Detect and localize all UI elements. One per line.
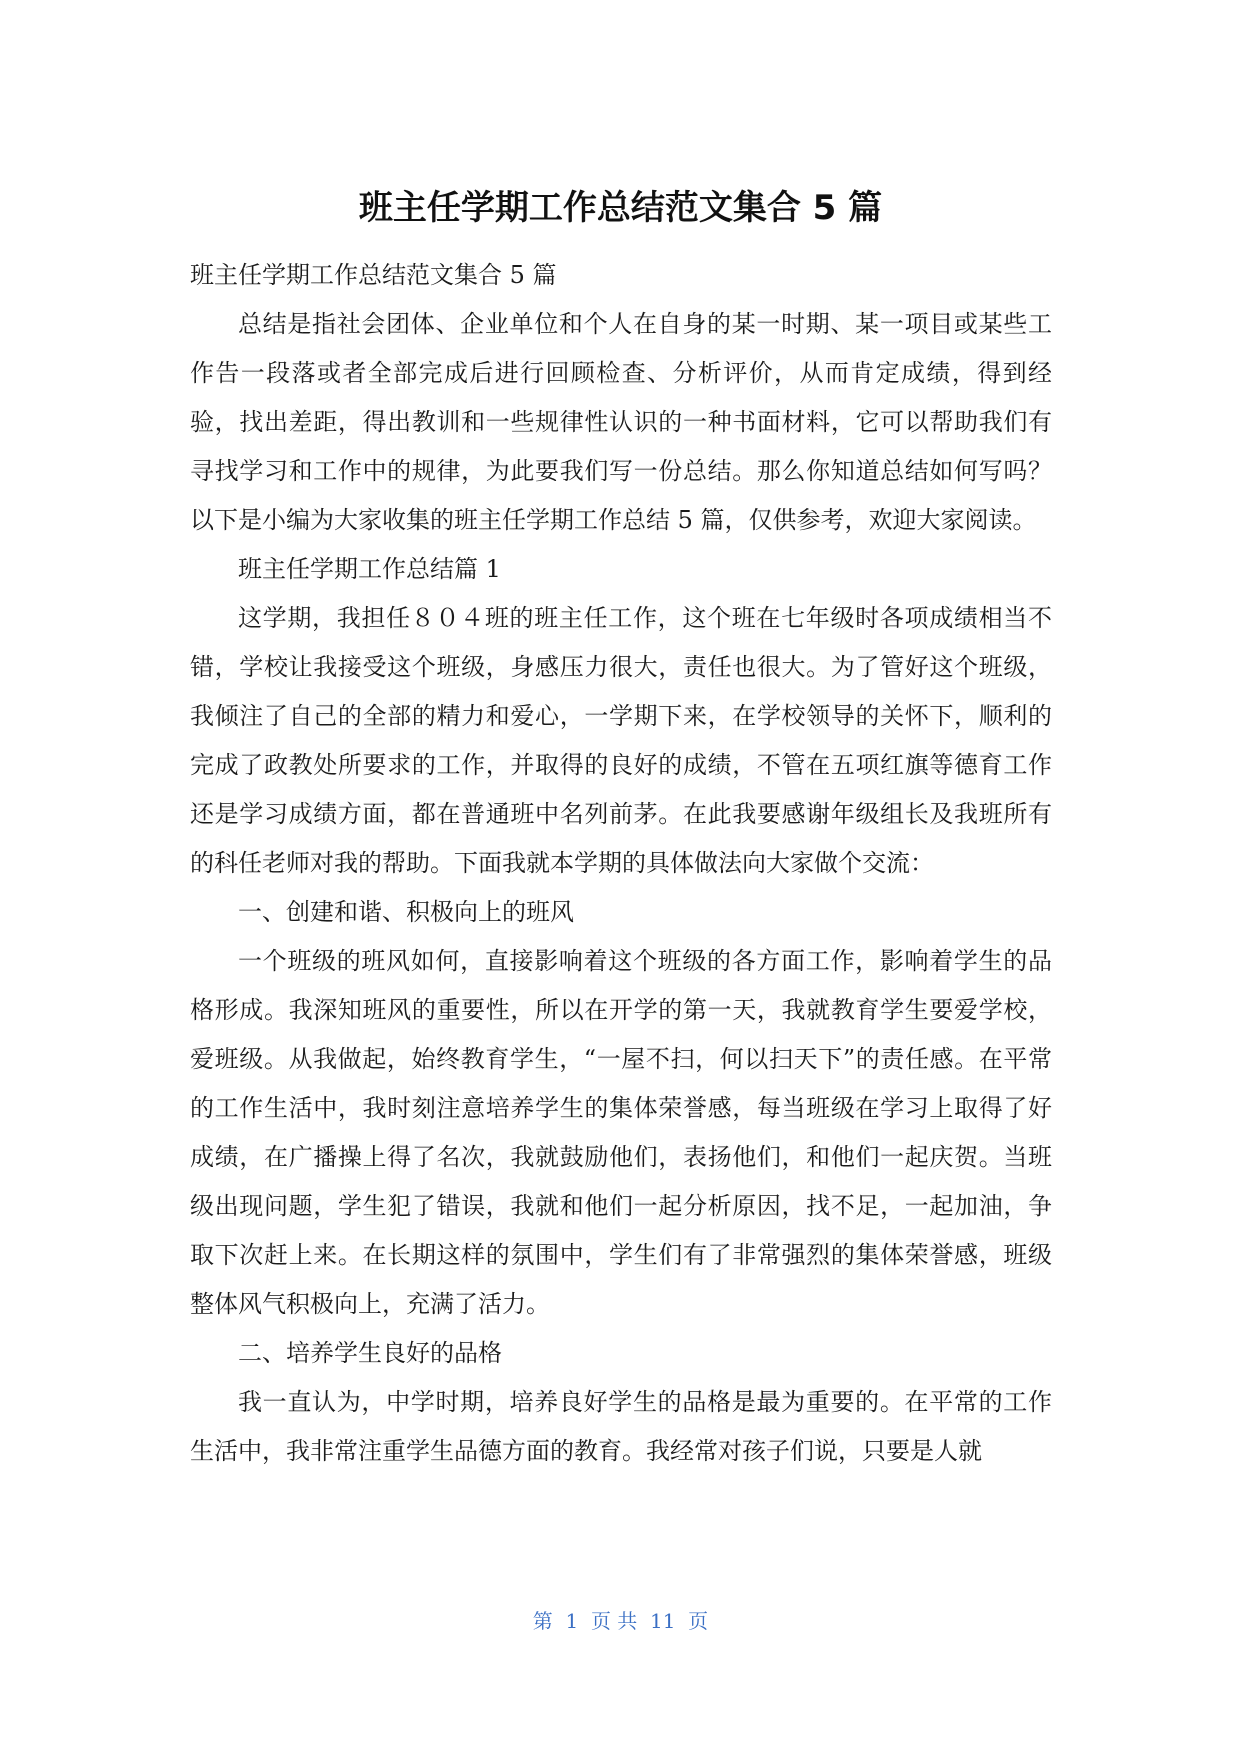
body-paragraph: 一个班级的班风如何，直接影响着这个班级的各方面工作，影响着学生的品格形成。我深知班风的重要性，所以在开学的第一天，我就教育学生要爱学校，爱班级。从我做起，始终教育学生，“一屋不扫，何以扫天下”的责任感。在平常的工作生活中，我时刻注意培养学生的集体荣誉感，每当班级在学习上取得了好成绩，在广播操上得了名次，我就鼓励他们，表扬他们，和他们一起庆贺。当班级出现问题，学生犯了错误，我就和他们一起分析原因，找不足，一起加油，争取下次赶上来。在长期这样的氛围中，学生们有了非常强烈的集体荣誉感，班级整体风气积极向上，充满了活力。 bbox=[190, 947, 1052, 1318]
body-paragraph: 这学期，我担任８０４班的班主任工作，这个班在七年级时各项成绩相当不错，学校让我接受这个班级，身感压力很大，责任也很大。为了管好这个班级，我倾注了自己的全部的精力和爱心，一学期下来，在学校领导的关怀下，顺利的完成了政教处所要求的工作，并取得的良好的成绩，不管在五项红旗等德育工作还是学习成绩方面，都在普通班中名列前茅。在此我要感谢年级组长及我班所有的科任老师对我的帮助。下面我就本学期的具体做法向大家做个交流： bbox=[190, 604, 1052, 877]
subtitle-paragraph: 班主任学期工作总结范文集合 5 篇 bbox=[190, 261, 557, 289]
section-heading: 一、创建和谐、积极向上的班风 bbox=[238, 898, 574, 926]
document-title: 班主任学期工作总结范文集合 5 篇 bbox=[358, 188, 883, 228]
page-number-footer: 第 1 页 共 11 页 bbox=[532, 1609, 709, 1633]
body-paragraph: 我一直认为，中学时期，培养良好学生的品格是最为重要的。在平常的工作生活中，我非常注重学生品德方面的教育。我经常对孩子们说，只要是人就 bbox=[190, 1388, 1052, 1465]
intro-paragraph: 总结是指社会团体、企业单位和个人在自身的某一时期、某一项目或某些工作告一段落或者全部完成后进行回顾检查、分析评价，从而肯定成绩，得到经验，找出差距，得出教训和一些规律性认识的一种书面材料，它可以帮助我们有寻找学习和工作中的规律，为此要我们写一份总结。那么你知道总结如何写吗？以下是小编为大家收集的班主任学期工作总结 5 篇，仅供参考，欢迎大家阅读。 bbox=[190, 310, 1052, 534]
section-heading: 二、培养学生良好的品格 bbox=[238, 1339, 502, 1367]
section-heading: 班主任学期工作总结篇 1 bbox=[238, 555, 501, 583]
document-body bbox=[190, 251, 1052, 1476]
